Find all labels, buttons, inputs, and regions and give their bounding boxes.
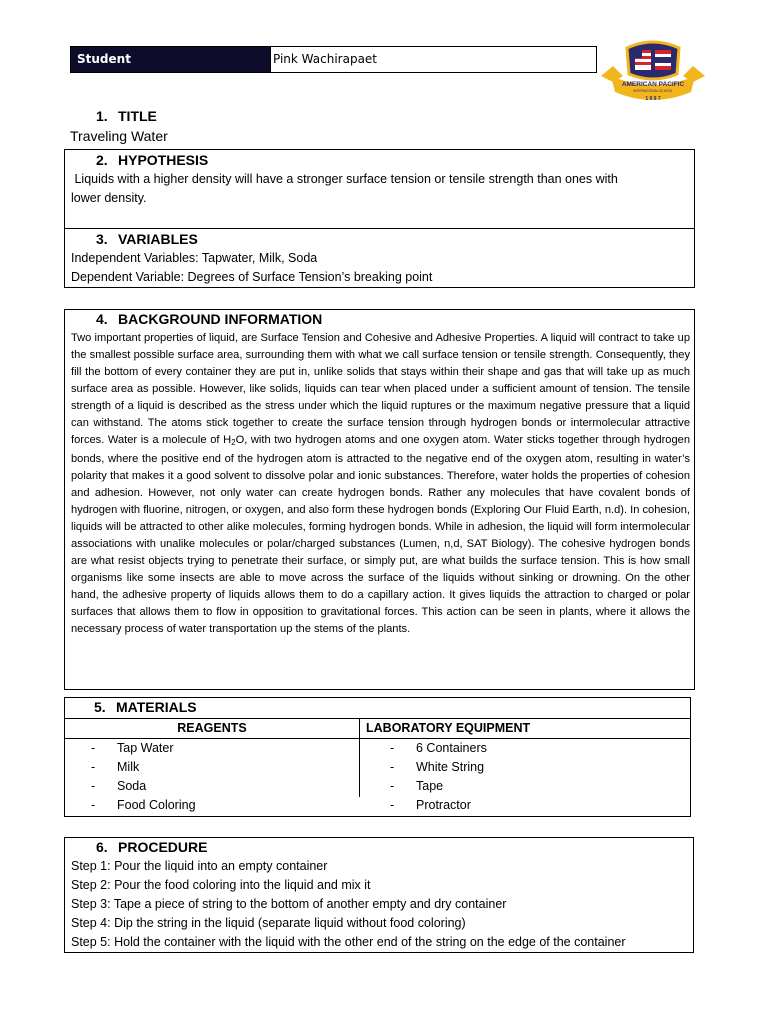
list-dash: - [390,741,395,755]
list-dash: - [91,798,96,812]
title-heading: 1. TITLE [96,108,157,124]
school-logo [597,36,709,108]
student-label: Student [71,47,270,72]
logo-top-text: AMERICAN PACIFIC [621,81,685,88]
procedure-heading: 6. PROCEDURE [96,839,208,855]
equipment-item [390,739,690,758]
procedure-step: Step 3: Tape a piece of string to the bottom of another empty and dry container [71,897,507,911]
student-name: Pink Wachirapaet [270,47,596,72]
variables-box [64,228,695,288]
list-dash: - [390,798,395,812]
background-heading: 4. BACKGROUND INFORMATION [96,311,323,327]
reagent-item-label: Tap Water [117,741,174,755]
reagents-header: REAGENTS [65,719,359,739]
materials-heading: 5. MATERIALS [94,699,197,715]
reagent-item [91,758,359,777]
reagents-list [65,739,359,815]
reagent-item-label: Milk [117,760,140,774]
list-dash: - [91,760,96,774]
logo-year: 1 9 9 7 [645,96,661,102]
list-dash: - [390,760,395,774]
student-row [70,46,597,73]
equipment-item [390,796,690,815]
equipment-item-label: White String [416,760,485,774]
procedure-step: Step 1: Pour the liquid into an empty container [71,859,328,873]
equipment-item [390,758,690,777]
procedure-step: Step 5: Hold the container with the liquid with the other end of the string on the edge of the container [71,935,626,949]
reagent-item-label: Food Coloring [117,798,196,812]
procedure-list [71,857,626,952]
procedure-box [64,837,694,953]
list-dash: - [390,779,395,793]
logo-sub-text: INTERNATIONAL SCHOOL [633,89,673,93]
hypothesis-heading: 2. HYPOTHESIS [96,152,209,168]
dependent-variable: Dependent Variable: Degrees of Surface Tension’s breaking point [71,270,433,284]
equipment-item-label: Tape [416,779,444,793]
procedure-step: Step 4: Dip the string in the liquid (separate liquid without food coloring) [71,916,466,930]
materials-box [64,697,691,817]
equipment-item-label: Protractor [416,798,471,812]
equipment-header: LABORATORY EQUIPMENT [360,719,690,739]
procedure-step: Step 2: Pour the food coloring into the liquid and mix it [71,878,371,892]
equipment-item-label: 6 Containers [416,741,487,755]
title-value: Traveling Water [70,128,168,144]
independent-variables: Independent Variables: Tapwater, Milk, Soda [71,251,318,265]
background-text: Two important properties of liquid, are Surface Tension and Cohesive and Adhesive Properties. A liquid will contract to take up the smallest possible surface area, surrounding them with what we call surface tension or tensile strength. Consequently, they fill the bottom of every container they are put in, unlike solids that stays within their shape and gas that will take up as much surface area as possible. However, like solids, liquids can tear when placed under a sufficient amount of tension. The tensile strength of a liquid is described as the stress under which the liquid ruptures or the maximum negative pressure that a liquid can withstand. The atoms stick together to create the surface tension through hydrogen bonds or intermolecular attractive forces. Water is a molecule of $H_2O$, with two hydrogen atoms and one oxygen atom. Water sticks together through hydrogen bonds, where the positive end of the hydrogen atom is attracted to the negative end of the oxygen atom, resulting in water’s polarity that makes it a good solvent to dissolve polar and ionic substances. Therefore, water holds the properties of cohesion and adhesion. However, not only water can create hydrogen bonds. Rather any molecules that have covalent bonds of hydrogen with fluorine, nitrogen, or oxygen, and also form these hydrogen bonds (Exploring Our Fluid Earth, n.d). In cohesion, liquids will be attracted to other alike molecules, forming hydrogen bonds. While in adhesion, the liquid will form intermolecular associations with unalike molecules or polar/charged substances (Lumen, n,d, SAT Biology). The cohesive hydrogen bonds are what resist objects trying to penetrate their surface, or simply put, are what builds the surface tension. This is how small organisms like some insects are able to move across the surface of the liquids without sinking or drowning. On the other hand, the adhesive property of liquids allows them to do a capillary action. It gives liquids the attraction to charged or polar surfaces that allows them to flow in opposition to gravitational forces. This action can be seen in plants, where it allows the necessary process of water transportation up the stems of the plants. [71,332,690,635]
reagents-column [65,719,360,812]
variables-heading: 3. VARIABLES [96,231,198,247]
reagent-item [91,739,359,758]
hypothesis-box [64,149,695,229]
materials-table [65,718,690,815]
reagent-item [91,777,359,796]
equipment-item [390,777,690,796]
hypothesis-line-1: Liquids with a higher density will have a stronger surface tension or tensile strength than ones with [71,172,618,186]
list-dash: - [91,741,96,755]
reagent-item [91,796,359,815]
hypothesis-line-2: lower density. [71,191,147,205]
list-dash: - [91,779,96,793]
equipment-list [360,739,690,815]
background-box [64,309,695,690]
reagent-item-label: Soda [117,779,147,793]
equipment-column [360,719,690,815]
